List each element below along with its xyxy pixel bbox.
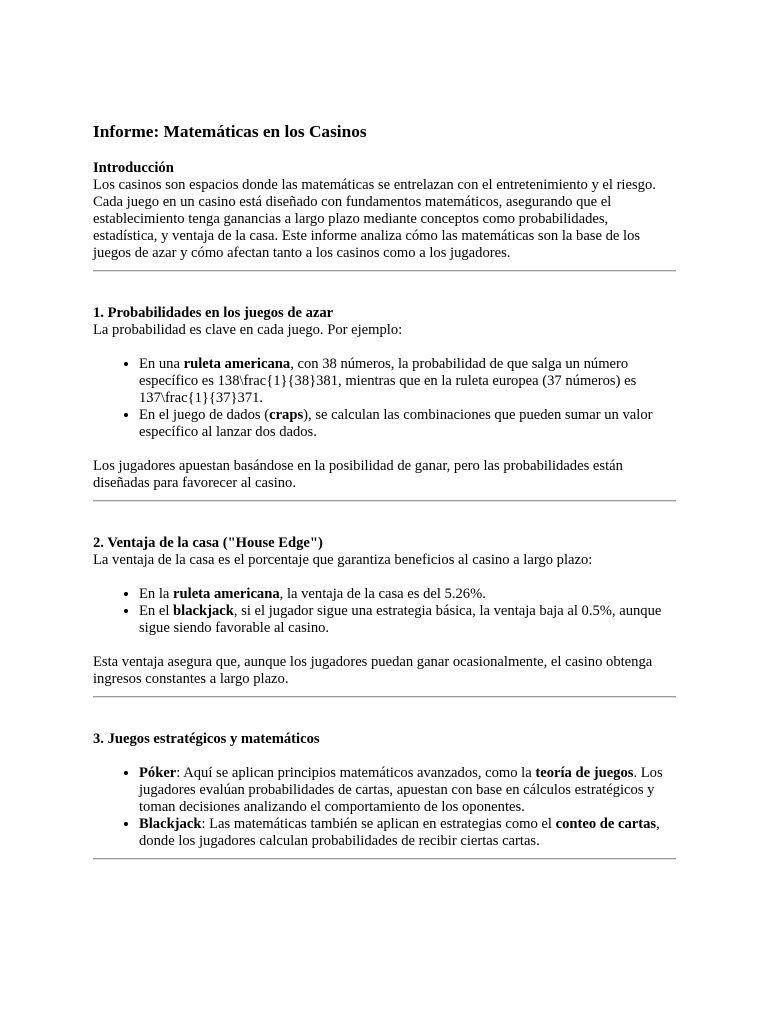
list-item [139, 816, 676, 850]
intro-text: Los casinos son espacios donde las matemáticas se entrelazan con el entretenimiento y el riesgo. Cada juego en un casino está diseñado con fundamentos matemáticos, asegurando que el establecimiento tenga ganancias a largo plazo mediante conceptos como probabilidades, estadística, y ventaja de la casa. Este informe analiza cómo las matemáticas son la base de los juegos de azar y cómo afectan tanto a los casinos como a los jugadores. [93, 177, 656, 261]
section-heading: 3. Juegos estratégicos y matemáticos [93, 731, 320, 747]
bold-term: craps [269, 407, 304, 423]
text-run: En la [139, 586, 174, 602]
section-closing: Los jugadores apuestan basándose en la posibilidad de ganar, pero las probabilidades están diseñadas para favorecer al casino. [93, 458, 623, 491]
section-lead: La ventaja de la casa es el porcentaje que garantiza beneficios al casino a largo plazo: [93, 552, 593, 568]
text-run: , con 38 números, la probabilidad de que salga un número específico es 138\frac{1}{38}381, mientras que en la ruleta europea (37 números) es 137\frac{1}{37}371. [139, 356, 637, 406]
text-run: En el [139, 603, 174, 619]
bold-term: ruleta americana [183, 356, 291, 372]
list-item [139, 603, 676, 637]
document-content [93, 122, 676, 860]
bullet-list [93, 356, 676, 441]
section-strategic-games [93, 731, 676, 850]
intro-section [93, 160, 676, 262]
bullet-list [93, 765, 676, 850]
bold-term: ruleta americana [173, 586, 280, 602]
bold-term: Blackjack [139, 816, 202, 832]
list-item [139, 586, 676, 603]
bold-term: conteo de cartas [555, 816, 657, 832]
text-run: , donde los jugadores calculan probabilidades de recibir ciertas cartas. [139, 816, 660, 849]
text-run: En una [139, 356, 184, 372]
section-heading: 2. Ventaja de la casa ("House Edge") [93, 535, 323, 551]
divider [93, 858, 676, 860]
section-closing: Esta ventaja asegura que, aunque los jugadores puedan ganar ocasionalmente, el casino obtenga ingresos constantes a largo plazo. [93, 654, 653, 687]
bold-term: Póker [139, 765, 177, 781]
section-probabilities [93, 305, 676, 492]
text-run: : Las matemáticas también se aplican en estrategias como el [201, 816, 556, 832]
text-run: , la ventaja de la casa es del 5.26%. [279, 586, 486, 602]
intro-heading: Introducción [93, 160, 174, 176]
report-title: Informe: Matemáticas en los Casinos [93, 122, 367, 141]
bold-term: teoría de juegos [535, 765, 634, 781]
text-run: : Aquí se aplican principios matemáticos avanzados, como la [176, 765, 536, 781]
text-run: . Los jugadores evalúan probabilidades de cartas, apuestan con base en cálculos estratégicos y toman decisiones analizando el comportamiento de los oponentes. [139, 765, 663, 815]
text-run: En el juego de dados ( [139, 407, 270, 423]
text-run: , si el jugador sigue una estrategia básica, la ventaja baja al 0.5%, aunque sigue siendo favorable al casino. [139, 603, 662, 636]
section-house-edge [93, 535, 676, 688]
list-item [139, 356, 676, 407]
bold-term: blackjack [173, 603, 234, 619]
section-heading: 1. Probabilidades en los juegos de azar [93, 305, 334, 321]
list-item [139, 765, 676, 816]
section-lead: La probabilidad es clave en cada juego. Por ejemplo: [93, 322, 403, 338]
text-run: ), se calculan las combinaciones que pueden sumar un valor específico al lanzar dos dados. [139, 407, 653, 440]
list-item [139, 407, 676, 441]
bullet-list [93, 586, 676, 637]
